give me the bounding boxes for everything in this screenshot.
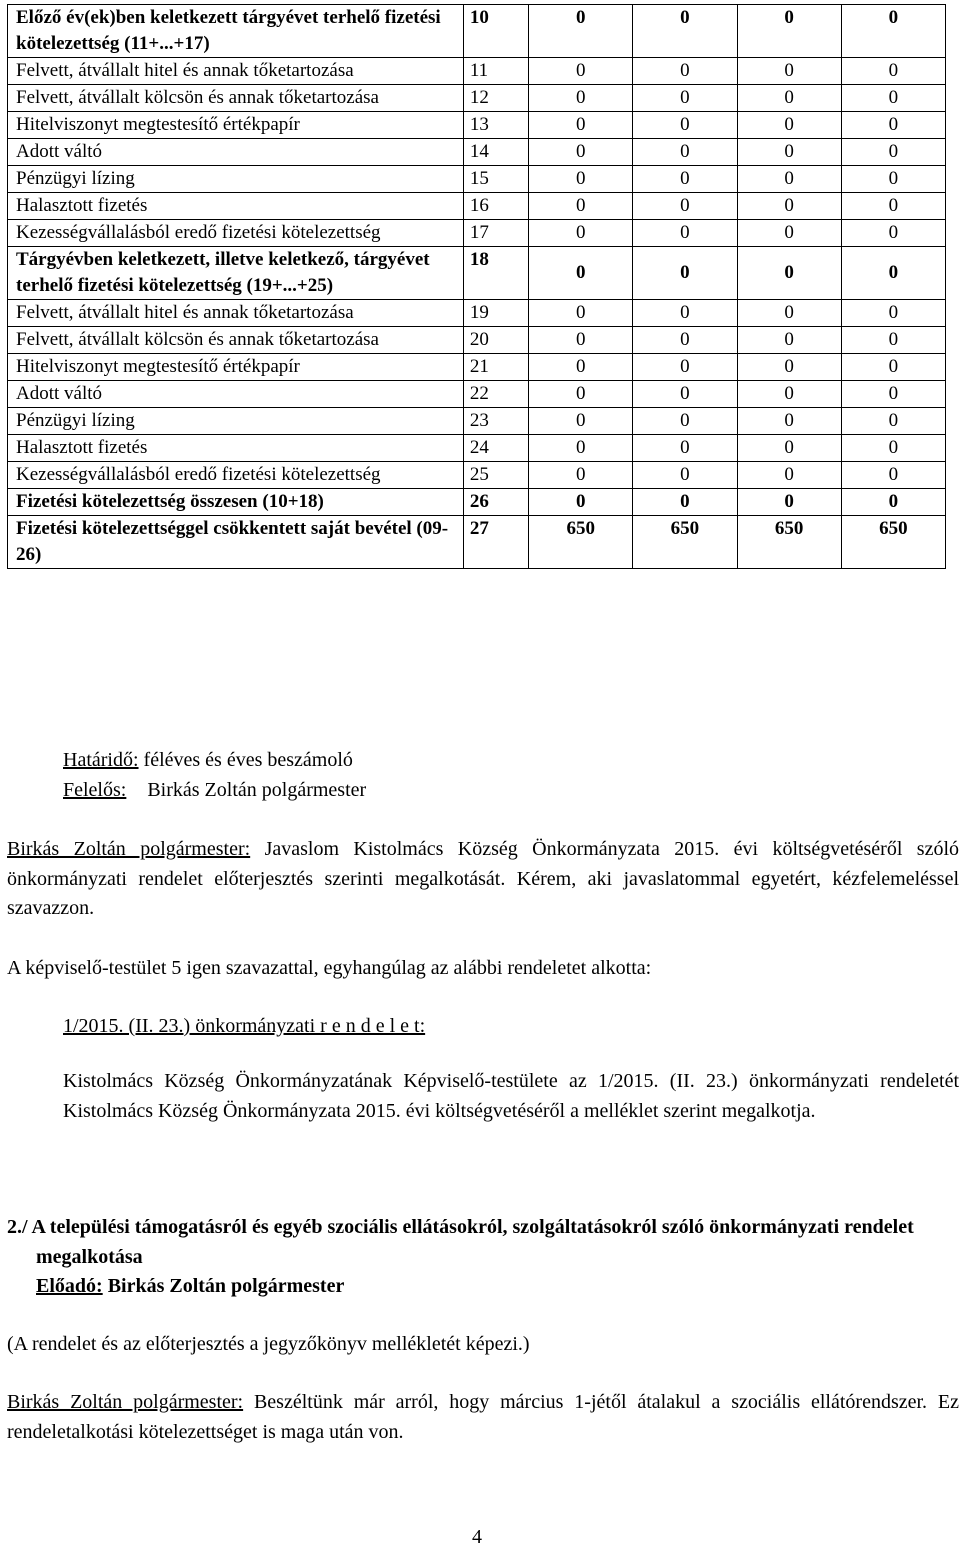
row-label: Halasztott fizetés bbox=[8, 435, 464, 462]
row-value: 0 bbox=[529, 58, 633, 85]
row-value: 0 bbox=[529, 435, 633, 462]
row-value: 0 bbox=[737, 327, 841, 354]
row-number: 12 bbox=[463, 85, 528, 112]
row-label: Felvett, átvállalt hitel és annak tőketartozása bbox=[8, 300, 464, 327]
row-value: 0 bbox=[737, 435, 841, 462]
row-value: 0 bbox=[737, 85, 841, 112]
row-value: 0 bbox=[737, 58, 841, 85]
row-number: 24 bbox=[463, 435, 528, 462]
row-value: 0 bbox=[841, 327, 945, 354]
row-value: 0 bbox=[841, 112, 945, 139]
row-value: 0 bbox=[529, 247, 633, 300]
row-value: 0 bbox=[841, 408, 945, 435]
row-value: 0 bbox=[633, 327, 737, 354]
row-value: 0 bbox=[841, 435, 945, 462]
row-value: 0 bbox=[529, 489, 633, 516]
row-value: 0 bbox=[737, 220, 841, 247]
row-number: 21 bbox=[463, 354, 528, 381]
row-value: 0 bbox=[633, 220, 737, 247]
row-value: 0 bbox=[529, 408, 633, 435]
row-label: Halasztott fizetés bbox=[8, 193, 464, 220]
row-value: 0 bbox=[841, 5, 945, 58]
row-value: 0 bbox=[737, 408, 841, 435]
row-value: 0 bbox=[633, 435, 737, 462]
row-label: Előző év(ek)ben keletkezett tárgyévet terhelő fizetési kötelezettség (11+...+17) bbox=[8, 5, 464, 58]
row-number: 20 bbox=[463, 327, 528, 354]
row-label: Pénzügyi lízing bbox=[8, 166, 464, 193]
row-value: 0 bbox=[841, 300, 945, 327]
row-value: 0 bbox=[633, 489, 737, 516]
row-value: 0 bbox=[841, 220, 945, 247]
row-value: 0 bbox=[633, 5, 737, 58]
row-value: 0 bbox=[633, 58, 737, 85]
row-value: 0 bbox=[633, 139, 737, 166]
table-row bbox=[8, 408, 946, 435]
row-value: 0 bbox=[633, 354, 737, 381]
row-label: Adott váltó bbox=[8, 139, 464, 166]
table-row bbox=[8, 489, 946, 516]
row-value: 0 bbox=[633, 408, 737, 435]
decree-title: 1/2015. (II. 23.) önkormányzati r e n d e l e t: bbox=[63, 1015, 426, 1037]
row-label: Tárgyévben keletkezett, illetve keletkező, tárgyévet terhelő fizetési kötelezettség (19+...+25) bbox=[8, 247, 464, 300]
row-value: 0 bbox=[737, 139, 841, 166]
table-row bbox=[8, 58, 946, 85]
row-value: 0 bbox=[737, 193, 841, 220]
row-value: 0 bbox=[633, 112, 737, 139]
table-row bbox=[8, 516, 946, 569]
row-label: Fizetési kötelezettséggel csökkentett saját bevétel (09-26) bbox=[8, 516, 464, 569]
mayor-statement-paragraph bbox=[7, 1388, 959, 1447]
row-number: 15 bbox=[463, 166, 528, 193]
table-row bbox=[8, 166, 946, 193]
vote-result: A képviselő-testület 5 igen szavazattal, egyhangúlag az alábbi rendeletet alkotta: bbox=[7, 957, 652, 979]
table-row bbox=[8, 247, 946, 300]
row-number: 22 bbox=[463, 381, 528, 408]
row-label: Hitelviszonyt megtestesítő értékpapír bbox=[8, 354, 464, 381]
row-number: 18 bbox=[463, 247, 528, 300]
row-number: 25 bbox=[463, 462, 528, 489]
row-number: 16 bbox=[463, 193, 528, 220]
deadline-label: Határidő: bbox=[63, 749, 139, 771]
liabilities-table bbox=[7, 4, 946, 569]
row-label: Pénzügyi lízing bbox=[8, 408, 464, 435]
decree-text: Kistolmács Község Önkormányzatának Képviselő-testülete az 1/2015. (II. 23.) önkormányzati rendeletét Kistolmács Község Önkormányzata 2015. évi költségvetéséről a melléklet szerint megalkotja. bbox=[63, 1070, 959, 1122]
row-value: 0 bbox=[841, 58, 945, 85]
row-number: 23 bbox=[463, 408, 528, 435]
table-row bbox=[8, 112, 946, 139]
table-row bbox=[8, 193, 946, 220]
row-value: 0 bbox=[633, 247, 737, 300]
agenda-item-2-heading bbox=[7, 1213, 936, 1272]
presenter-name: Birkás Zoltán polgármester bbox=[107, 1275, 345, 1297]
responsible-label: Felelős: bbox=[63, 779, 127, 801]
table-row bbox=[8, 220, 946, 247]
row-value: 0 bbox=[737, 462, 841, 489]
attachment-note: (A rendelet és az előterjesztés a jegyzőkönyv mellékletét képezi.) bbox=[7, 1333, 530, 1355]
row-label: Hitelviszonyt megtestesítő értékpapír bbox=[8, 112, 464, 139]
row-value: 0 bbox=[841, 139, 945, 166]
row-value: 0 bbox=[841, 247, 945, 300]
table-row bbox=[8, 300, 946, 327]
row-value: 0 bbox=[529, 112, 633, 139]
row-number: 19 bbox=[463, 300, 528, 327]
row-value: 650 bbox=[841, 516, 945, 569]
row-value: 0 bbox=[841, 166, 945, 193]
row-value: 0 bbox=[633, 462, 737, 489]
row-value: 0 bbox=[529, 220, 633, 247]
row-value: 0 bbox=[529, 381, 633, 408]
row-value: 650 bbox=[529, 516, 633, 569]
agenda-item-2-title: 2./ A települési támogatásról és egyéb szociális ellátásokról, szolgáltatásokról szóló önkormányzati rendelet megalkotása bbox=[7, 1216, 914, 1268]
row-label: Felvett, átvállalt kölcsön és annak tőketartozása bbox=[8, 85, 464, 112]
row-value: 0 bbox=[633, 381, 737, 408]
row-value: 0 bbox=[529, 300, 633, 327]
row-number: 17 bbox=[463, 220, 528, 247]
row-value: 0 bbox=[529, 193, 633, 220]
row-number: 13 bbox=[463, 112, 528, 139]
deadline-text: féléves és éves beszámoló bbox=[143, 749, 353, 771]
mayor-proposal-paragraph bbox=[7, 835, 959, 924]
responsible-text: Birkás Zoltán polgármester bbox=[147, 779, 367, 801]
row-value: 0 bbox=[633, 166, 737, 193]
row-value: 0 bbox=[633, 300, 737, 327]
row-value: 0 bbox=[841, 85, 945, 112]
deadline-line bbox=[63, 746, 353, 776]
table-row bbox=[8, 462, 946, 489]
row-number: 27 bbox=[463, 516, 528, 569]
table-row bbox=[8, 5, 946, 58]
row-value: 650 bbox=[633, 516, 737, 569]
page-number: 4 bbox=[472, 1526, 482, 1548]
row-value: 0 bbox=[529, 327, 633, 354]
row-value: 0 bbox=[737, 300, 841, 327]
row-value: 0 bbox=[529, 85, 633, 112]
row-value: 0 bbox=[633, 85, 737, 112]
row-label: Kezességvállalásból eredő fizetési kötelezettség bbox=[8, 220, 464, 247]
row-value: 0 bbox=[737, 5, 841, 58]
row-label: Adott váltó bbox=[8, 381, 464, 408]
proposal-text: Javaslom Kistolmács Község Önkormányzata 2015. évi költségvetéséről szóló önkormányzati rendelet előterjesztés szerinti megalkotását. Kérem, aki javaslatommal egyetért, kézfelemeléssel szavazzon. bbox=[7, 838, 960, 919]
row-value: 0 bbox=[737, 166, 841, 193]
presenter-line bbox=[36, 1272, 344, 1302]
row-value: 0 bbox=[737, 112, 841, 139]
row-value: 0 bbox=[529, 354, 633, 381]
row-value: 0 bbox=[737, 381, 841, 408]
speaker-label-2: Birkás Zoltán polgármester: bbox=[7, 1391, 244, 1413]
presenter-label: Előadó: bbox=[36, 1275, 103, 1297]
row-number: 11 bbox=[463, 58, 528, 85]
speaker-label: Birkás Zoltán polgármester: bbox=[7, 838, 251, 860]
row-value: 650 bbox=[737, 516, 841, 569]
row-value: 0 bbox=[529, 5, 633, 58]
row-number: 14 bbox=[463, 139, 528, 166]
table-row bbox=[8, 139, 946, 166]
row-label: Felvett, átvállalt hitel és annak tőketartozása bbox=[8, 58, 464, 85]
row-value: 0 bbox=[841, 489, 945, 516]
row-value: 0 bbox=[841, 193, 945, 220]
row-value: 0 bbox=[737, 354, 841, 381]
table-row bbox=[8, 381, 946, 408]
row-value: 0 bbox=[529, 462, 633, 489]
row-value: 0 bbox=[841, 462, 945, 489]
statement-text: Beszéltünk már arról, hogy március 1-jétől átalakul a szociális ellátórendszer. Ez rendeletalkotási kötelezettséget is maga után von. bbox=[7, 1391, 959, 1443]
row-value: 0 bbox=[841, 381, 945, 408]
row-label: Felvett, átvállalt kölcsön és annak tőketartozása bbox=[8, 327, 464, 354]
row-label: Kezességvállalásból eredő fizetési kötelezettség bbox=[8, 462, 464, 489]
table-row bbox=[8, 85, 946, 112]
table-row bbox=[8, 354, 946, 381]
table-row bbox=[8, 435, 946, 462]
row-value: 0 bbox=[737, 247, 841, 300]
row-value: 0 bbox=[841, 354, 945, 381]
row-number: 10 bbox=[463, 5, 528, 58]
row-value: 0 bbox=[529, 166, 633, 193]
row-number: 26 bbox=[463, 489, 528, 516]
row-value: 0 bbox=[529, 139, 633, 166]
row-value: 0 bbox=[737, 489, 841, 516]
responsible-line bbox=[63, 776, 366, 806]
row-value: 0 bbox=[633, 193, 737, 220]
row-label: Fizetési kötelezettség összesen (10+18) bbox=[8, 489, 464, 516]
table-row bbox=[8, 327, 946, 354]
